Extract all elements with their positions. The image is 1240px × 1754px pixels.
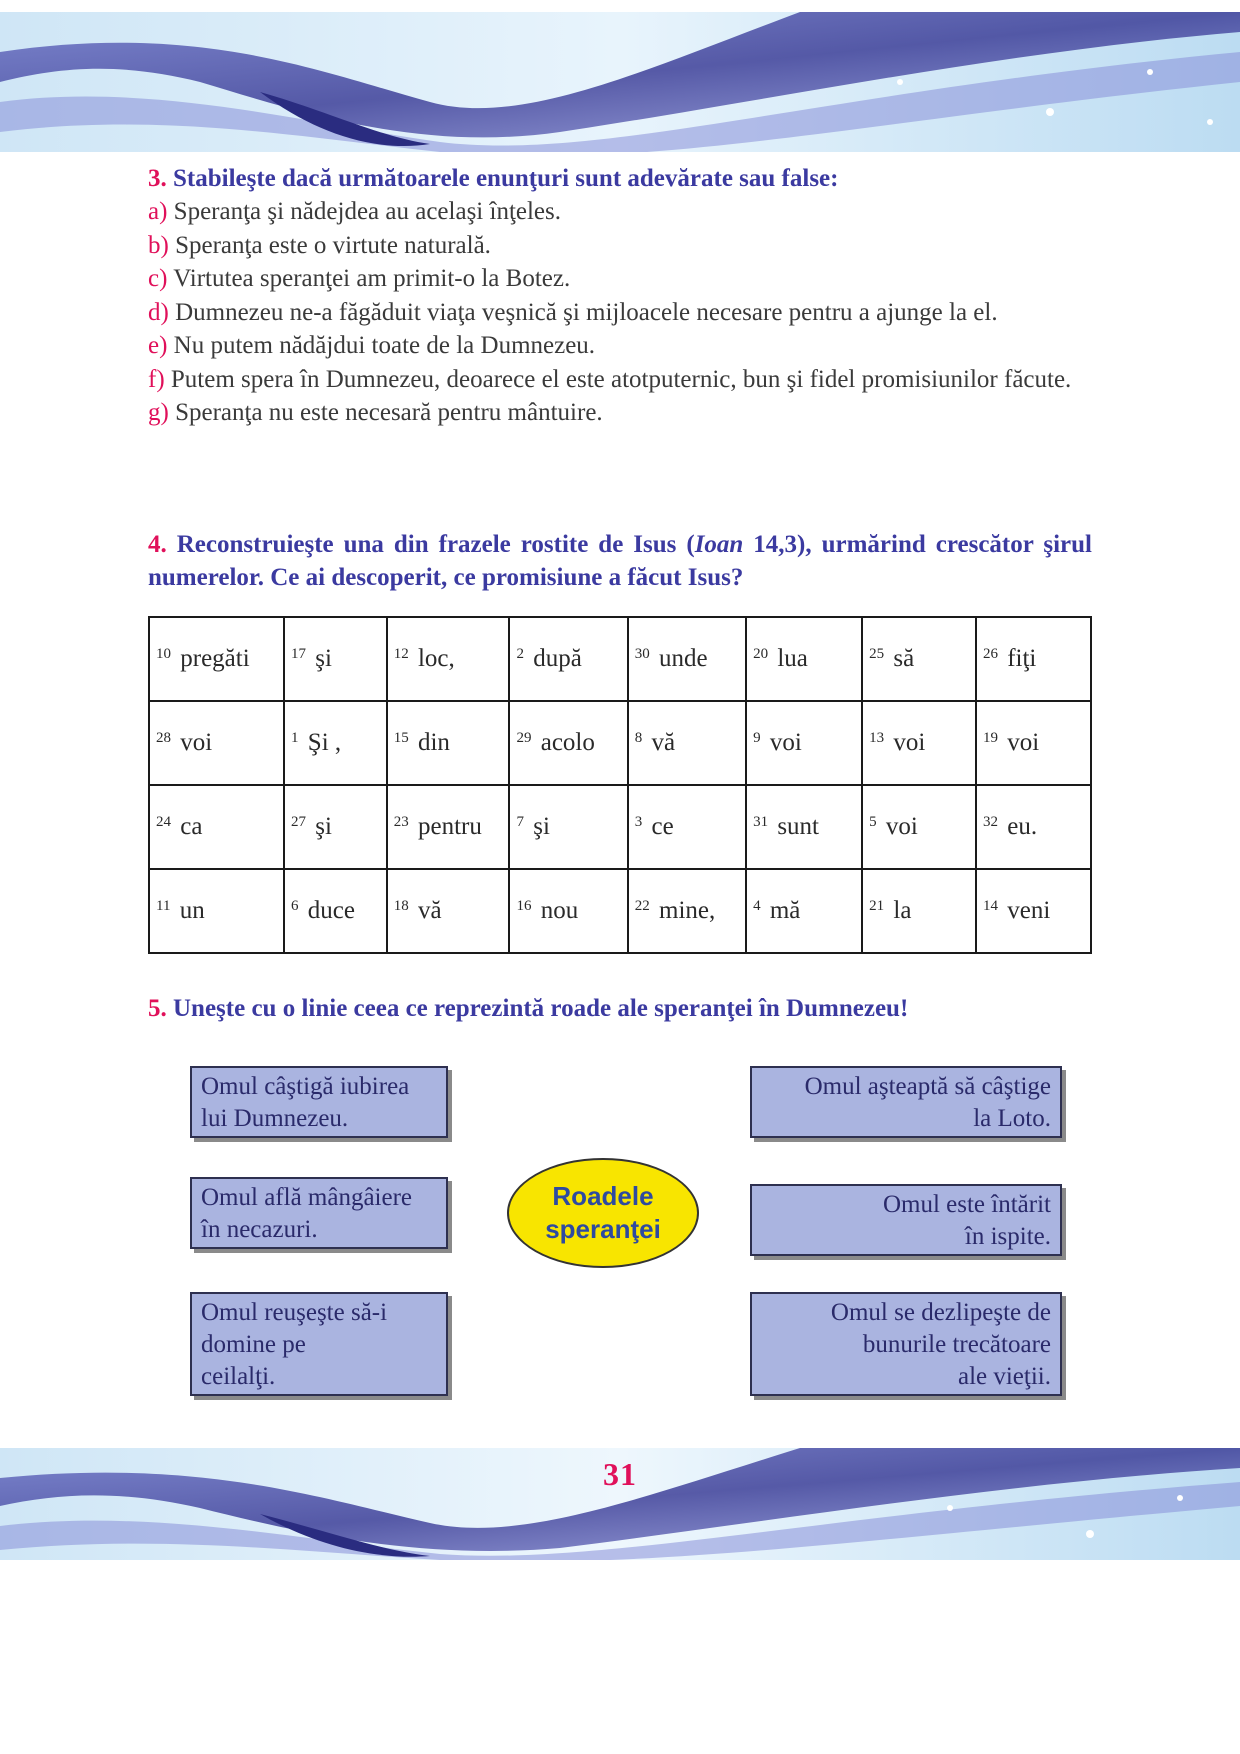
exercise-4	[148, 528, 1092, 594]
grid-word: Şi ,	[307, 729, 342, 756]
word-order-number: 10	[156, 646, 171, 662]
word-order-number: 30	[634, 646, 650, 662]
grid-word: ca	[180, 813, 203, 840]
grid-cell	[509, 785, 627, 869]
grid-cell	[628, 869, 746, 953]
grid-word: şi	[315, 645, 332, 672]
oval-line: speranţei	[545, 1214, 661, 1244]
box-line: bunurile trecătoare	[862, 1331, 1051, 1358]
grid-word: voi	[180, 729, 213, 756]
grid-word: fiţi	[1007, 645, 1037, 672]
center-oval	[507, 1158, 699, 1268]
grid-cell	[509, 869, 627, 953]
box-line: la Loto.	[973, 1105, 1051, 1132]
grid-cell	[628, 785, 746, 869]
oval-line: Roadele	[552, 1181, 654, 1211]
grid-cell	[284, 617, 387, 701]
grid-row	[149, 869, 1091, 953]
exercise-3	[148, 162, 1092, 430]
box-line: Omul reuşeşte să-i	[201, 1299, 388, 1326]
grid-cell	[976, 617, 1091, 701]
exercise-5-heading	[148, 992, 1092, 1025]
grid-cell	[746, 701, 862, 785]
exercise-instruction: Uneşte cu o linie ceea ce reprezintă roade ale speranţei în Dumnezeu!	[173, 995, 909, 1022]
word-order-number: 21	[869, 898, 885, 914]
grid-cell	[628, 701, 746, 785]
box-line: în necazuri.	[201, 1216, 318, 1243]
grid-cell	[862, 869, 976, 953]
right-fruit-box	[750, 1292, 1062, 1396]
statement-text: Speranţa şi nădejdea au acelaşi înţeles.	[173, 198, 562, 225]
grid-word: după	[533, 645, 582, 672]
box-line: Omul aşteaptă să câştige	[804, 1073, 1051, 1100]
word-order-number: 19	[982, 730, 998, 746]
grid-cell	[976, 785, 1091, 869]
right-fruit-box	[750, 1184, 1062, 1256]
grid-word: din	[417, 729, 450, 756]
word-order-number: 25	[869, 646, 885, 662]
statement-item	[148, 229, 1092, 263]
grid-word: mine,	[659, 897, 716, 924]
grid-word: acolo	[540, 729, 595, 756]
word-order-number: 20	[753, 646, 769, 662]
grid-word: un	[179, 897, 205, 924]
statement-letter: b)	[148, 231, 169, 259]
box-line: Omul se dezlipeşte de	[830, 1299, 1051, 1326]
word-order-number: 12	[393, 646, 409, 662]
word-order-number: 8	[634, 730, 643, 746]
right-fruit-box	[750, 1066, 1062, 1138]
grid-word: la	[893, 897, 912, 924]
grid-cell	[862, 701, 976, 785]
word-order-number: 7	[516, 814, 524, 830]
grid-body	[149, 617, 1091, 953]
box-line: în ispite.	[964, 1223, 1051, 1250]
word-order-number: 18	[393, 898, 409, 914]
grid-word: voi	[885, 813, 918, 840]
numbered-word-grid	[148, 616, 1092, 954]
grid-word: ce	[651, 813, 674, 840]
grid-cell	[284, 785, 387, 869]
word-order-number: 17	[291, 646, 307, 662]
word-order-number: 1	[291, 730, 299, 746]
word-order-number: 9	[753, 730, 761, 746]
word-order-number: 4	[753, 898, 761, 914]
grid-cell	[509, 701, 627, 785]
box-line: ceilalţi.	[201, 1363, 276, 1390]
word-order-number: 28	[156, 730, 171, 746]
exercise-5	[148, 992, 1092, 1025]
word-order-number: 26	[982, 646, 998, 662]
word-order-number: 16	[516, 898, 532, 914]
statement-letter: a)	[148, 198, 168, 225]
word-order-number: 27	[291, 814, 307, 830]
box-line: domine pe	[201, 1331, 306, 1358]
statement-text: Speranţa este o virtute naturală.	[175, 231, 491, 259]
box-line: lui Dumnezeu.	[201, 1105, 349, 1132]
box-line: Omul câştigă iubirea	[201, 1073, 410, 1100]
grid-word: vă	[651, 729, 676, 756]
box-line: Omul află mângâiere	[201, 1184, 413, 1211]
grid-word: pregăti	[180, 645, 250, 672]
page-number: 31	[603, 1456, 637, 1492]
grid-cell	[284, 701, 387, 785]
grid-cell	[862, 617, 976, 701]
statement-list	[148, 195, 1092, 430]
grid-cell	[149, 869, 284, 953]
word-order-number: 24	[156, 814, 171, 830]
grid-cell	[387, 701, 510, 785]
grid-word: şi	[533, 813, 550, 840]
box-line: Omul este întărit	[882, 1191, 1051, 1218]
statement-letter: c)	[148, 265, 168, 292]
grid-cell	[746, 785, 862, 869]
grid-word: sunt	[777, 813, 820, 840]
grid-cell	[628, 617, 746, 701]
grid-word: vă	[417, 897, 442, 924]
statement-text: Putem spera în Dumnezeu, deoarece el este atotputernic, bun şi fidel promisiunilor făcute.	[170, 365, 1072, 393]
grid-cell	[746, 617, 862, 701]
top-wave-banner	[0, 12, 1240, 152]
grid-word: să	[893, 645, 915, 672]
grid-word: unde	[659, 645, 708, 672]
statement-text: Nu putem nădăjdui toate de la Dumnezeu.	[173, 332, 596, 359]
grid-row	[149, 701, 1091, 785]
statement-letter: f)	[148, 365, 165, 393]
grid-cell	[976, 869, 1091, 953]
grid-word: lua	[777, 645, 808, 672]
left-fruit-box	[190, 1177, 448, 1249]
statement-text: Virtutea speranţei am primit-o la Botez.	[173, 265, 571, 292]
exercise-instruction: Stabileşte dacă următoarele enunţuri sunt adevărate sau false:	[173, 165, 839, 192]
exercise-number: 4.	[148, 531, 167, 558]
grid-word: eu.	[1007, 813, 1038, 840]
grid-cell	[149, 701, 284, 785]
statement-item	[148, 363, 1092, 397]
grid-cell	[149, 785, 284, 869]
grid-word: pentru	[417, 813, 482, 840]
grid-cell	[862, 785, 976, 869]
statement-letter: g)	[148, 399, 169, 426]
exercise-instruction	[148, 531, 1092, 591]
word-order-number: 13	[869, 730, 885, 746]
word-order-number: 31	[753, 814, 769, 830]
grid-cell	[976, 701, 1091, 785]
grid-word: veni	[1007, 897, 1051, 924]
word-order-number: 11	[156, 898, 171, 914]
statement-item	[148, 396, 1092, 430]
word-order-number: 29	[516, 730, 532, 746]
statement-text: Speranţa nu este necesară pentru mântuire.	[175, 399, 603, 426]
statement-letter: d)	[148, 298, 169, 326]
grid-word: mă	[769, 897, 801, 924]
word-order-number: 5	[869, 814, 877, 830]
grid-word: duce	[307, 897, 355, 924]
grid-word: loc,	[417, 645, 455, 672]
grid-cell	[387, 785, 510, 869]
word-order-number: 32	[982, 814, 998, 830]
statement-text: Dumnezeu ne-a făgăduit viaţa veşnică şi mijloacele necesare pentru a ajunge la el.	[175, 298, 998, 326]
grid-cell	[284, 869, 387, 953]
grid-cell	[387, 617, 510, 701]
statement-item	[148, 262, 1092, 296]
instruction-part: 14,3), urmărind crescător şirul numerelor. Ce ai descoperit, ce promisiune a făcut Isus?	[148, 531, 1092, 591]
grid-word: voi	[1007, 729, 1040, 756]
grid-cell	[746, 869, 862, 953]
word-order-number: 14	[982, 898, 998, 914]
grid-word: nou	[540, 897, 579, 924]
exercise-3-heading	[148, 162, 1092, 195]
grid-word: voi	[769, 729, 802, 756]
word-order-number: 15	[393, 730, 409, 746]
statement-letter: e)	[148, 332, 168, 359]
instruction-part: Reconstruieşte una din frazele rostite de Isus (	[176, 531, 695, 558]
statement-item	[148, 329, 1092, 363]
statement-item	[148, 195, 1092, 229]
word-order-number: 22	[634, 898, 650, 914]
statement-item	[148, 296, 1092, 330]
word-order-number: 3	[634, 814, 643, 830]
grid-row	[149, 785, 1091, 869]
box-line: ale vieţii.	[957, 1363, 1051, 1390]
word-order-number: 23	[393, 814, 409, 830]
grid-word: şi	[315, 813, 332, 840]
left-fruit-box	[190, 1066, 448, 1138]
grid-row	[149, 617, 1091, 701]
bible-reference: Ioan	[694, 531, 744, 558]
exercise-4-heading	[148, 528, 1092, 594]
grid-cell	[509, 617, 627, 701]
word-order-number: 2	[516, 646, 524, 662]
grid-cell	[149, 617, 284, 701]
exercise-number: 5.	[148, 995, 167, 1022]
word-order-number: 6	[291, 898, 299, 914]
exercise-number: 3.	[148, 165, 167, 192]
grid-cell	[387, 869, 510, 953]
grid-word: voi	[893, 729, 926, 756]
left-fruit-box	[190, 1292, 448, 1396]
